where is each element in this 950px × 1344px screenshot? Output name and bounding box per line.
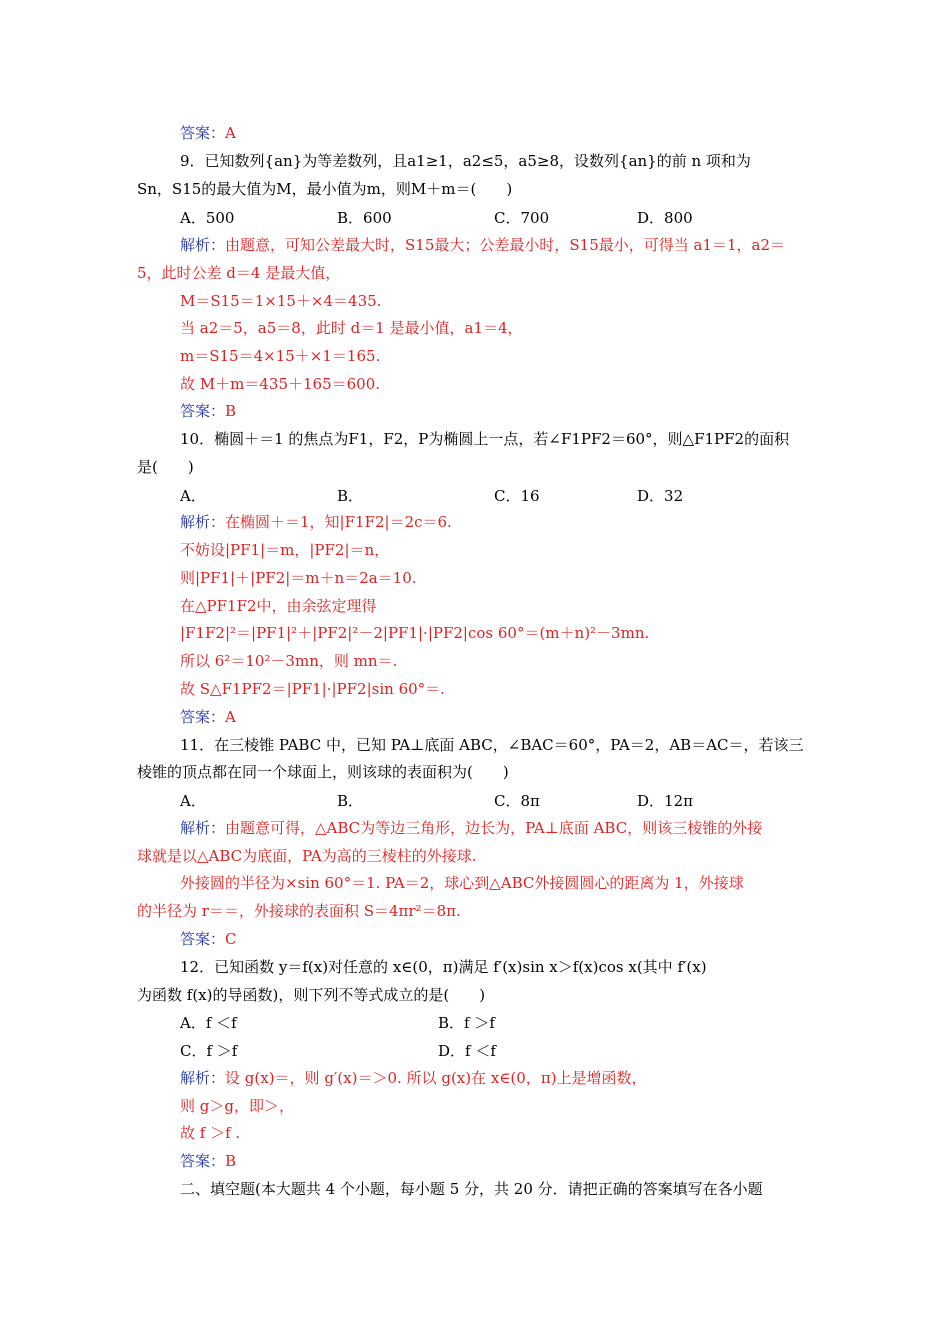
q11-option-a: A． [180,792,206,810]
answer-label: 答案： [180,1152,226,1170]
q12-option-b: B．f ＞f [438,1014,495,1032]
q9-option-d: D．800 [637,209,693,227]
q9-option-c: C．700 [494,209,550,227]
q11-option-c: C．8π [494,792,540,810]
q12-stem-line-1: 12．已知函数 y＝f(x)对任意的 x∈(0，π)满足 f′(x)sin x＞f(x)cos x(其中 f′(x) [180,958,707,976]
answer-label: 答案： [180,402,226,420]
answer-value: A [225,708,236,726]
q11-analysis-line-2: 球就是以△ABC为底面，PA为高的三棱柱的外接球. [137,847,477,865]
q12-analysis-line-1: 解析：设 g(x)＝，则 g′(x)＝＞0. 所以 g(x)在 x∈(0，π)上是增函数， [180,1069,647,1087]
q12-analysis-line-2: 则 g＞g，即＞， [180,1097,294,1115]
q11-answer-line [180,929,237,949]
q12-option-c: C．f ＞f [180,1042,238,1060]
answer-value: A [225,124,236,142]
q9-stem-line-2: Sn，S15的最大值为M，最小值为m，则M＋m＝( ) [137,180,513,198]
analysis-label: 解析： [180,1069,226,1087]
q9-option-b: B．600 [337,209,392,227]
q10-answer-line [180,707,236,727]
q10-analysis-line-4: 在△PF1F2中，由余弦定理得 [180,597,377,615]
q10-analysis-line-5: |F1F2|²＝|PF1|²＋|PF2|²－2|PF1|·|PF2|cos 60°＝(m＋n)²－3mn. [180,624,650,642]
q11-option-d: D．12π [637,792,693,810]
answer-label: 答案： [180,930,226,948]
q11-analysis-line-3: 外接圆的半径为×sin 60°＝1. PA＝2，球心到△ABC外接圆圆心的距离为 1，外接球 [180,874,744,892]
answer-value: B [225,402,237,420]
q11-stem-line-1: 11．在三棱锥 PABC 中，已知 PA⊥底面 ABC，∠BAC＝60°，PA＝2，AB＝AC＝，若该三 [180,736,804,754]
q12-option-d: D．f ＜f [438,1042,496,1060]
answer-value: C [225,930,237,948]
q11-analysis-line-4: 的半径为 r＝＝，外接球的表面积 S＝4πr²＝8π. [137,902,461,920]
analysis-label: 解析： [180,236,226,254]
q11-option-b: B． [337,792,364,810]
q12-answer-line [180,1151,236,1171]
q10-stem-line-2: 是( ) [137,458,194,476]
q9-analysis-line-1: 解析：由题意，可知公差最大时，S15最大；公差最小时，S15最小，可得当 a1＝1，a2＝ [180,236,786,254]
q10-option-d: D．32 [637,487,684,505]
q10-option-c: C．16 [494,487,540,505]
q9-answer-line [180,401,236,421]
q10-option-b: B． [337,487,364,505]
q9-analysis-line-6: 故 M＋m＝435＋165＝600. [180,375,381,393]
q10-analysis-line-6: 所以 6²＝10²－3mn，则 mn＝. [180,652,398,670]
answer-value: B [225,1152,237,1170]
q10-option-a: A． [180,487,206,505]
q10-analysis-line-2: 不妨设|PF1|＝m，|PF2|＝n， [180,541,390,559]
q12-analysis-line-3: 故 f ＞f . [180,1124,241,1142]
q9-analysis-line-5: m＝S15＝4×15＋×1＝165. [180,347,381,365]
q10-analysis-line-1: 解析：在椭圆＋＝1，知|F1F2|＝2c＝6. [180,513,452,531]
section-2-heading: 二、填空题(本大题共 4 个小题，每小题 5 分，共 20 分．请把正确的答案填写在各小题 [180,1180,763,1198]
q10-stem-line-1: 10．椭圆＋＝1 的焦点为F1，F2，P为椭圆上一点，若∠F1PF2＝60°，则△F1PF2的面积 [180,430,790,448]
q9-analysis-line-3: M＝S15＝1×15＋×4＝435. [180,292,382,310]
q11-analysis-line-1: 解析：由题意可得，△ABC为等边三角形，边长为，PA⊥底面 ABC，则该三棱锥的外接 [180,819,763,837]
q9-analysis-line-4: 当 a2＝5，a5＝8，此时 d＝1 是最小值，a1＝4， [180,319,523,337]
q11-stem-line-2: 棱锥的顶点都在同一个球面上，则该球的表面积为( ) [137,763,509,781]
q12-option-a: A．f ＜f [180,1014,237,1032]
answer-label: 答案： [180,124,226,142]
q12-stem-line-2: 为函数 f(x)的导函数)，则下列不等式成立的是( ) [137,986,486,1004]
analysis-label: 解析： [180,513,226,531]
q9-analysis-line-2: 5，此时公差 d＝4 是最大值， [137,264,341,282]
q9-stem-line-1: 9．已知数列{an}为等差数列，且a1≥1，a2≤5，a5≥8，设数列{an}的前 n 项和为 [180,152,751,170]
q8-answer-line [180,123,236,143]
q10-analysis-line-3: 则|PF1|＋|PF2|＝m＋n＝2a＝10. [180,569,417,587]
answer-label: 答案： [180,708,226,726]
q9-option-a: A．500 [180,209,235,227]
analysis-label: 解析： [180,819,226,837]
q10-analysis-line-7: 故 S△F1PF2＝|PF1|·|PF2|sin 60°＝. [180,680,445,698]
